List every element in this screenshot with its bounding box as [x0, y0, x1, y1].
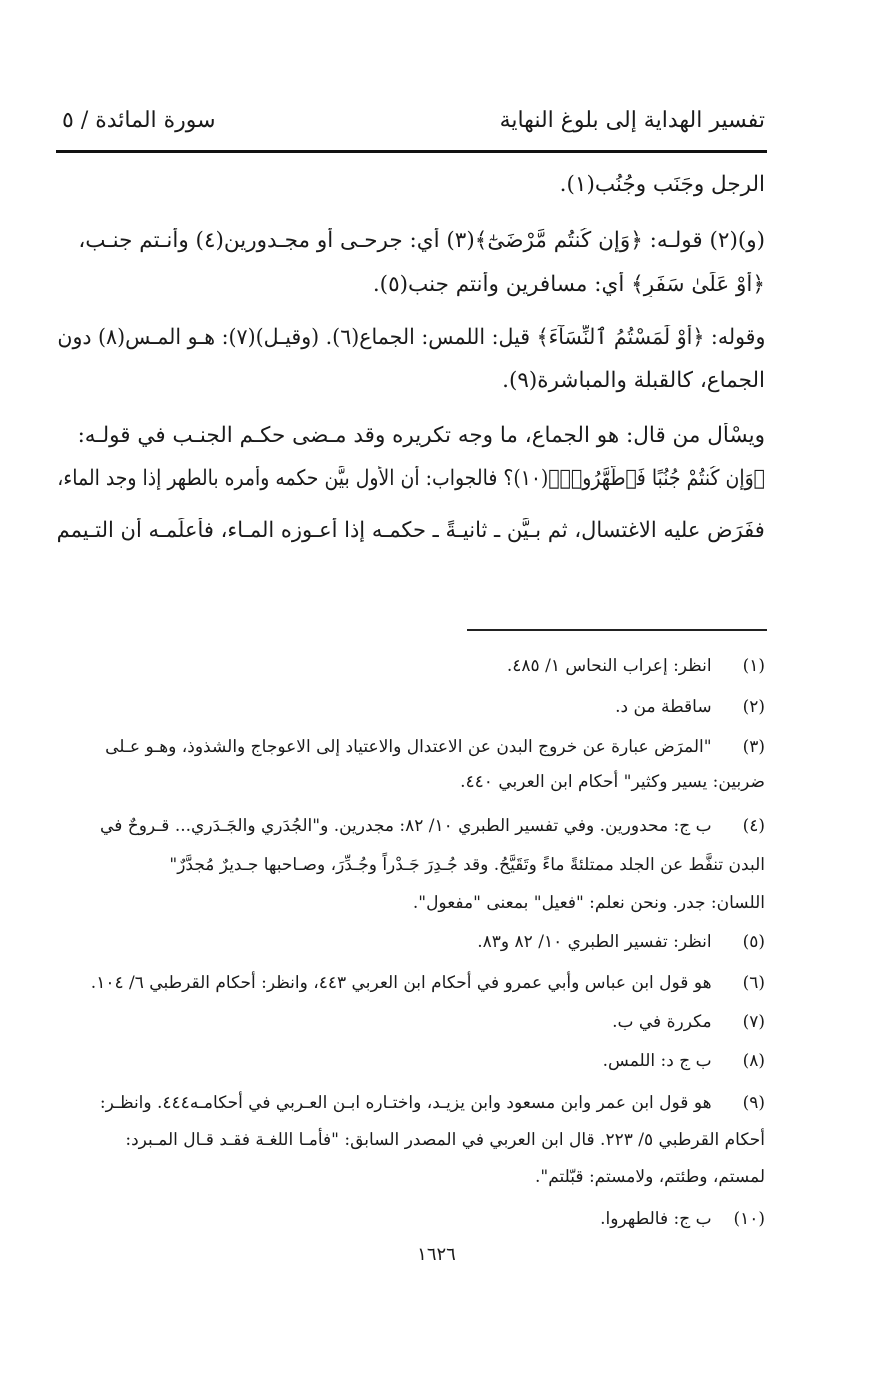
footnote-text: مكررة في ب. — [612, 1012, 712, 1032]
footnote-text: البدن تنفَّط عن الجلد ممتلئةً ماءً وتَقَيَّحُ. وقد جُـدِرَ جَـدْراً وجُـدِّرَ، وصـاحبها جـديرٌ مُجدَّرٌ" — [169, 855, 765, 875]
footnote-3 — [105, 737, 765, 757]
footnote-number: (٤) — [742, 816, 765, 836]
footnote-number: (٧) — [742, 1012, 765, 1032]
footnote-number: (٩) — [742, 1093, 765, 1113]
footnote-text: هو قول ابن عباس وأبي عمرو في أحكام ابن العربي ٤٤٣، وانظر: أحكام القرطبي ٦/ ١٠٤. — [90, 973, 712, 993]
footnote-number: (٣) — [742, 737, 765, 757]
footnote-2 — [615, 697, 765, 717]
footnote-text: اللسان: جدر. ونحن نعلم: "فعيل" بمعنى "مفعول". — [412, 893, 765, 913]
running-header-book-title: تفسير الهداية إلى بلوغ النهاية — [499, 108, 765, 133]
footnote-10 — [600, 1209, 765, 1229]
page-number: ١٦٢٦ — [417, 1244, 456, 1265]
footnote-4-cont — [413, 893, 765, 913]
footnote-number: (٨) — [742, 1051, 765, 1071]
footnote-9 — [100, 1093, 765, 1113]
footnote-text: لمستم، وطئتم، ولامستم: قبّلتم". — [534, 1167, 765, 1187]
footnote-number: (٦) — [742, 973, 765, 993]
footnote-number: (١) — [742, 656, 765, 676]
footnote-text: ب ج: محدورين. وفي تفسير الطبري ١٠/ ٨٢: مجدرين. و"الجُدَري والجَـدَري... قـروحٌ في — [100, 816, 712, 836]
footnote-6 — [91, 973, 765, 993]
body-line: وقوله: ﴿أَوْ لَٰمَسْتُمُ ٱلنِّسَآءَ﴾ قيل: اللمس: الجماع(٦). (وقيـل)(٧): هـو المـس(٨) دون — [56, 325, 765, 350]
footnote-text: "المرَض عبارة عن خروج البدن عن الاعتدال والاعتياد إلى الاعوجاج والشذوذ، وهـو عـلى — [105, 737, 712, 757]
body-line: ويسْأل من قال: هو الجماع، ما وجه تكريره وقد مـضى حكـم الجنـب في قولـه: — [77, 423, 765, 448]
footnote-text: ضربين: يسير وكثير" أحكام ابن العربي ٤٤٠. — [460, 772, 765, 792]
footnote-text: انظر: إعراب النحاس ١/ ٤٨٥. — [506, 656, 712, 676]
footnote-4-cont — [169, 855, 765, 875]
footnote-4 — [100, 816, 765, 836]
footnote-8 — [603, 1051, 765, 1071]
body-line: الرجل وجَنَب وجُنُب(١). — [559, 172, 765, 197]
footnote-text: ب ج د: اللمس. — [602, 1051, 712, 1071]
footnote-9-cont — [125, 1130, 765, 1150]
footnote-3-cont — [460, 772, 765, 792]
footnote-text: أحكام القرطبي ٥/ ٢٢٣. قال ابن العربي في المصدر السابق: "فأمـا اللغـة فقـد قـال المـبرد: — [125, 1130, 765, 1150]
footnote-text: ساقطة من د. — [615, 697, 712, 717]
body-line: ﴿وَإِن كُنتُمْ جُنُبًا فَٱطَّهَّرُوا۟﴾(١٠)؟ فالجواب: أن الأول بيَّن حكمه وأمره بالطهر إذا وجد الماء، — [57, 466, 765, 491]
body-line: الجماع، كالقبلة والمباشرة(٩). — [502, 368, 765, 393]
footnote-text: هو قول ابن عمر وابن مسعود وابن يزيـد، واختـاره ابـن العـربي في أحكامـه٤٤٤. وانظـر: — [99, 1093, 712, 1113]
footnote-text: انظر: تفسير الطبري ١٠/ ٨٢ و٨٣. — [477, 932, 712, 952]
footnote-1 — [507, 656, 765, 676]
body-line: ﴿أَوْ عَلَىٰ سَفَرٍ﴾ أي: مسافرين وأنتم جنب(٥). — [372, 272, 765, 297]
running-header-surah: سورة المائدة / ٥ — [62, 108, 216, 133]
footnote-number: (١٠) — [733, 1209, 765, 1229]
footnote-5 — [477, 932, 765, 952]
footnote-9-cont — [535, 1167, 765, 1187]
footnote-number: (٥) — [742, 932, 765, 952]
footnote-separator — [467, 629, 767, 631]
header-rule — [56, 150, 767, 153]
footnote-7 — [612, 1012, 765, 1032]
body-line: ففَرَض عليه الاغتسال، ثم بـيَّن ـ ثانيـةً ـ حكمـه إذا أعـوزه المـاء، فأعلَمـه أن التـيمم — [56, 518, 765, 543]
footnote-number: (٢) — [742, 697, 765, 717]
body-line: (و)(٢) قولـه: ﴿وَإِن كُنتُم مَّرْضَىٰٓ﴾(٣) أي: جرحـى أو مجـدورين(٤) وأنـتم جنـب، — [78, 228, 765, 253]
footnote-text: ب ج: فالطهروا. — [600, 1209, 712, 1229]
